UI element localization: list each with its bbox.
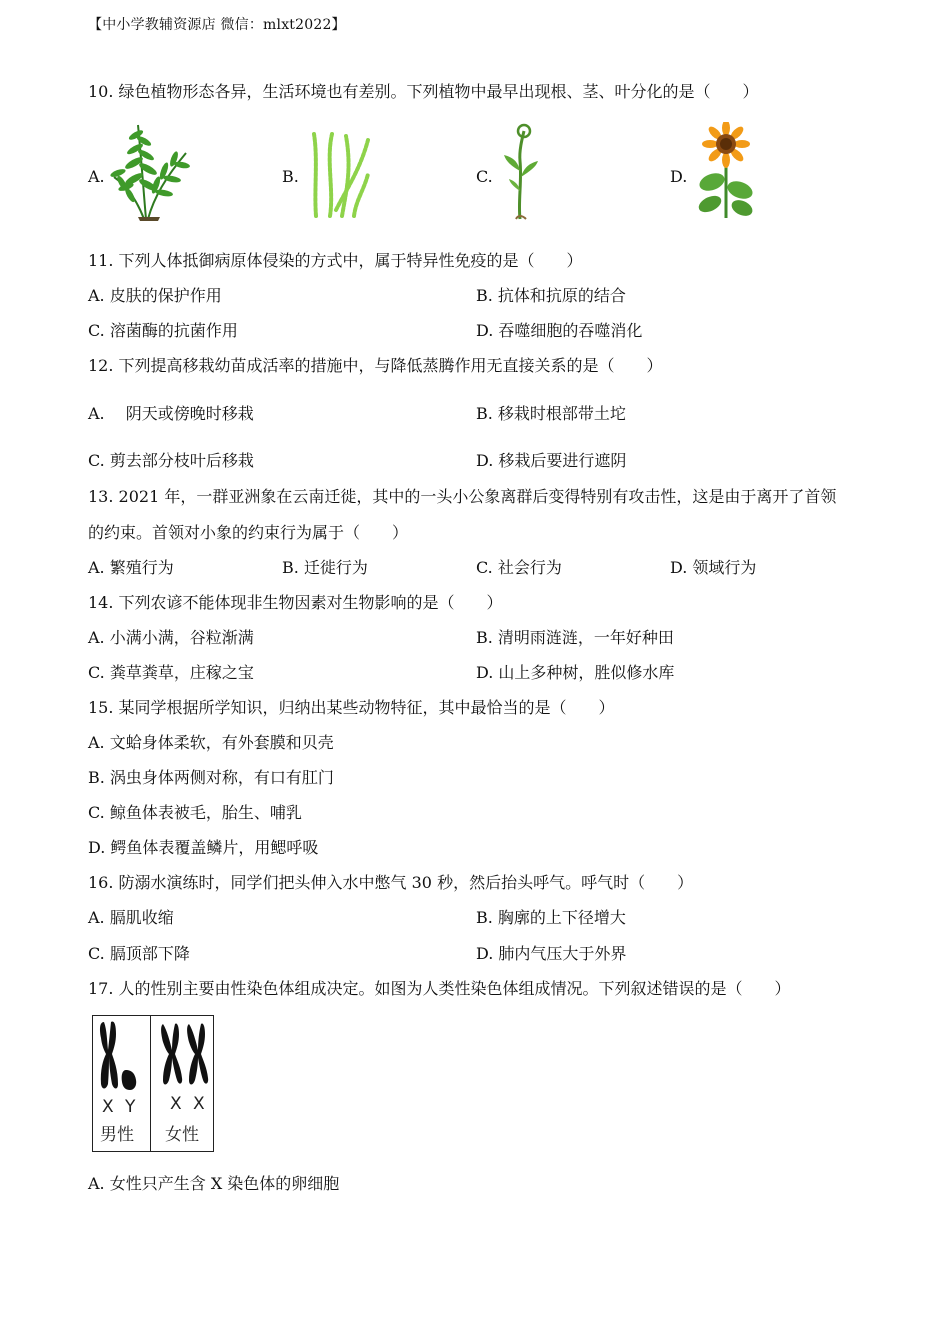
q16-option-d: D. 肺内气压大于外界 bbox=[476, 944, 627, 963]
question-11-stem: 11. 下列人体抵御病原体侵染的方式中，属于特异性免疫的是（ ） bbox=[88, 251, 583, 270]
female-chromosome-label: X X bbox=[170, 1094, 208, 1114]
q15-option-c: C. 鲸鱼体表被毛，胎生、哺乳 bbox=[88, 803, 302, 822]
question-14-stem: 14. 下列农谚不能体现非生物因素对生物影响的是（ ） bbox=[88, 593, 503, 612]
q11-option-c: C. 溶菌酶的抗菌作用 bbox=[88, 321, 238, 340]
q10-option-a-letter: A. bbox=[88, 167, 105, 186]
male-chromosome-icon bbox=[96, 1018, 148, 1094]
question-13-stem-line2: 的约束。首领对小象的约束行为属于（ ） bbox=[88, 523, 409, 542]
question-16-stem: 16. 防溺水演练时，同学们把头伸入水中憋气 30 秒，然后抬头呼气。呼气时（ ） bbox=[88, 873, 694, 892]
page-header: 【中小学教辅资源店 微信：mlxt2022】 bbox=[88, 17, 346, 33]
question-15-stem: 15. 某同学根据所学知识，归纳出某些动物特征，其中最恰当的是（ ） bbox=[88, 698, 615, 717]
q13-option-d: D. 领域行为 bbox=[670, 558, 757, 577]
question-12-stem: 12. 下列提高移栽幼苗成活率的措施中，与降低蒸腾作用无直接关系的是（ ） bbox=[88, 356, 663, 375]
q15-option-b: B. 涡虫身体两侧对称，有口有肛门 bbox=[88, 768, 334, 787]
q10-option-c-letter: C. bbox=[476, 167, 493, 186]
q17-option-a: A. 女性只产生含 X 染色体的卵细胞 bbox=[88, 1174, 340, 1193]
q12-option-d: D. 移栽后要进行遮阴 bbox=[476, 451, 627, 470]
algae-icon bbox=[306, 130, 374, 218]
q16-option-c: C. 膈顶部下降 bbox=[88, 944, 190, 963]
question-10-stem: 10. 绿色植物形态各异，生活环境也有差别。下列植物中最早出现根、茎、叶分化的是（ ） bbox=[88, 82, 759, 101]
seedling-icon bbox=[500, 121, 542, 221]
female-chromosome-icon bbox=[157, 1020, 211, 1090]
q15-option-d: D. 鳄鱼体表覆盖鳞片，用鳃呼吸 bbox=[88, 838, 319, 857]
q14-option-c: C. 粪草粪草，庄稼之宝 bbox=[88, 663, 254, 682]
q12-option-a: A. 阴天或傍晚时移栽 bbox=[88, 404, 254, 423]
q14-option-b: B. 清明雨涟涟，一年好种田 bbox=[476, 628, 674, 647]
q13-option-a: A. 繁殖行为 bbox=[88, 558, 174, 577]
q12-option-b: B. 移栽时根部带土坨 bbox=[476, 404, 626, 423]
q13-option-b: B. 迁徙行为 bbox=[282, 558, 368, 577]
q11-option-b: B. 抗体和抗原的结合 bbox=[476, 286, 626, 305]
q10-option-b-letter: B. bbox=[282, 167, 299, 186]
q16-option-b: B. 胸廓的上下径增大 bbox=[476, 908, 626, 927]
fern-icon bbox=[108, 117, 192, 223]
question-17-stem: 17. 人的性别主要由性染色体组成决定。如图为人类性染色体组成情况。下列叙述错误的是（ ） bbox=[88, 979, 791, 998]
male-chromosome-label: X Y bbox=[102, 1097, 139, 1117]
female-label: 女性 bbox=[165, 1125, 199, 1145]
q15-option-a: A. 文蛤身体柔软，有外套膜和贝壳 bbox=[88, 733, 334, 752]
q13-option-c: C. 社会行为 bbox=[476, 558, 562, 577]
q14-option-a: A. 小满小满，谷粒渐满 bbox=[88, 628, 254, 647]
q10-option-d-letter: D. bbox=[670, 167, 688, 186]
q11-option-d: D. 吞噬细胞的吞噬消化 bbox=[476, 321, 643, 340]
q12-option-c: C. 剪去部分枝叶后移栽 bbox=[88, 451, 254, 470]
question-13-stem-line1: 13. 2021 年，一群亚洲象在云南迁徙，其中的一头小公象离群后变得特别有攻击性，这是由于离开了首领 bbox=[88, 487, 837, 506]
sunflower-icon bbox=[694, 122, 756, 220]
q16-option-a: A. 膈肌收缩 bbox=[88, 908, 174, 927]
figure-divider bbox=[150, 1015, 151, 1152]
q11-option-a: A. 皮肤的保护作用 bbox=[88, 286, 222, 305]
q14-option-d: D. 山上多种树，胜似修水库 bbox=[476, 663, 675, 682]
male-label: 男性 bbox=[100, 1125, 134, 1145]
